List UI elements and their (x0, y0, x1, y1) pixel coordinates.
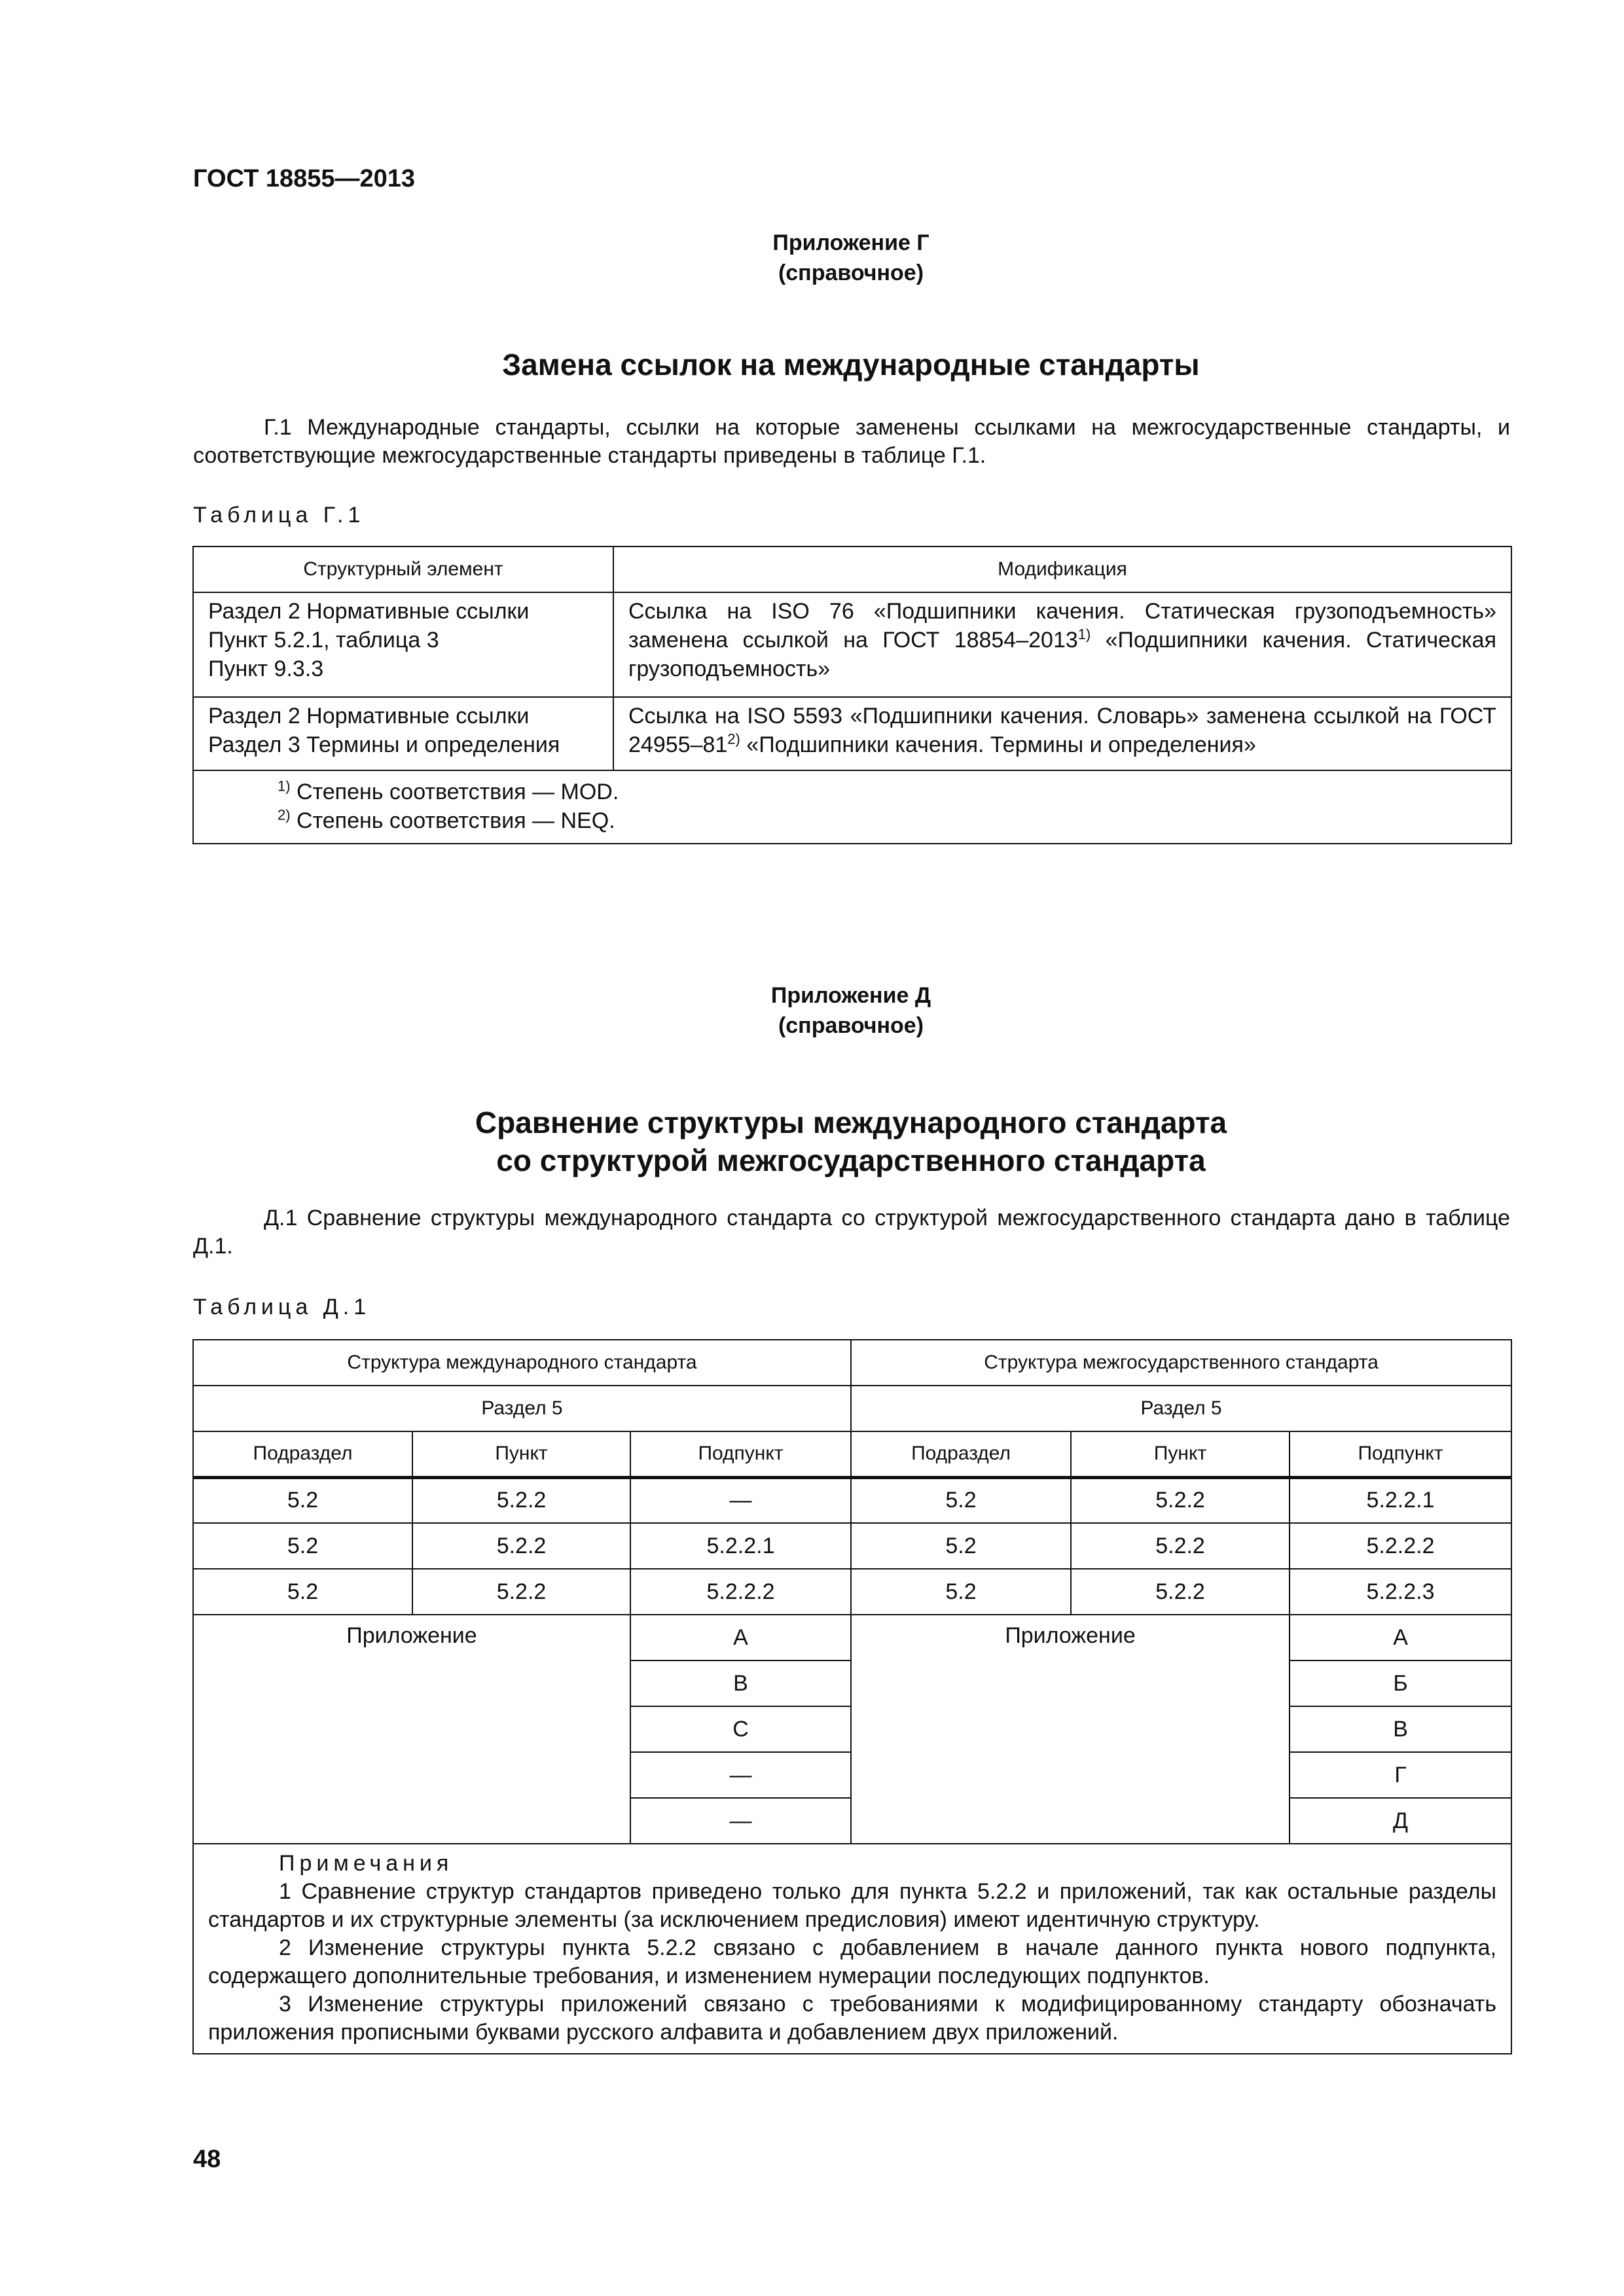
table-cell: — (630, 1798, 851, 1844)
table-d1 (192, 1339, 1512, 2054)
table-d1-notes (193, 1844, 1511, 2054)
table-cell: — (630, 1752, 851, 1798)
table-cell: 5.2 (851, 1569, 1071, 1615)
table-cell: — (630, 1477, 851, 1523)
table-row (193, 1477, 1511, 1523)
structural-element-cell: Раздел 2 Нормативные ссылки Раздел 3 Термины и определения (193, 697, 613, 770)
table-row (193, 592, 1511, 697)
header-section-right: Раздел 5 (851, 1386, 1511, 1431)
table-cell: 5.2 (851, 1523, 1071, 1569)
footnote-2: $^{2)}$ Степень соответствия — NEQ. (278, 806, 615, 833)
table-d1-label: Таблица Д.1 (193, 1295, 371, 1319)
note-1: 1 Сравнение структур стандартов приведено только для пункта 5.2.2 и приложений, так как остальные разделы стандартов и их структурные элементы (за исключением предисловия) имеют идентичную структуру. (208, 1879, 1497, 1932)
table-g1-label: Таблица Г.1 (193, 503, 365, 528)
table-cell: 5.2.2 (1071, 1477, 1290, 1523)
table-row (193, 1569, 1511, 1615)
header-item: Пункт (1071, 1431, 1290, 1477)
table-cell: 5.2.2.3 (1290, 1569, 1511, 1615)
appendix-d-title: Приложение Д (770, 983, 931, 1008)
table-cell: Д (1290, 1798, 1511, 1844)
table-cell: 5.2 (193, 1569, 412, 1615)
notes-title: Примечания (279, 1851, 454, 1876)
appendix-g-title: Приложение Г (772, 230, 929, 255)
table-row (193, 1615, 1511, 1660)
note-2: 2 Изменение структуры пункта 5.2.2 связано с добавлением в начале данного пункта нового подпункта, содержащего дополнительные требования, и изменением нумерации последующих подпунктов. (208, 1935, 1497, 1988)
modification-cell: Ссылка на ISO 76 «Подшипники качения. Статическая грузоподъемность» заменена ссылкой на ГОСТ 18854–2013$^{1)}$ «Подшипники качения. Статическая грузоподъемность» (613, 592, 1511, 697)
table-cell: А (1290, 1615, 1511, 1660)
appendix-g-paragraph: Г.1 Международные стандарты, ссылки на которые заменены ссылками на межгосударственные стандарты, и соответствующие межгосударственные стандарты приведены в таблице Г.1. (193, 415, 1510, 468)
appendix-label-left: Приложение (193, 1615, 630, 1844)
appendix-g-kind: (справочное) (778, 260, 924, 285)
modification-cell: Ссылка на ISO 5593 «Подшипники качения. Словарь» заменена ссылкой на ГОСТ 24955–81$^{2)}$ «Подшипники качения. Термины и определения» (613, 697, 1511, 770)
document-code: ГОСТ 18855—2013 (193, 165, 416, 192)
table-cell: 5.2.2 (1071, 1523, 1290, 1569)
note-3: 3 Изменение структуры приложений связано с требованиями к модифицированному стандарту обозначать приложения прописными буквами русского алфавита и добавлением двух приложений. (208, 1992, 1497, 2045)
footnote-1: $^{1)}$ Степень соответствия — MOD. (278, 778, 619, 804)
table-g1 (192, 546, 1512, 844)
table-row (193, 1523, 1511, 1569)
table-cell: A (630, 1615, 851, 1660)
table-row (193, 697, 1511, 770)
structural-element-cell: Раздел 2 Нормативные ссылки Пункт 5.2.1, таблица 3 Пункт 9.3.3 (193, 592, 613, 697)
appendix-d-kind: (справочное) (778, 1013, 924, 1038)
table-cell: Б (1290, 1660, 1511, 1706)
header-subsection: Подраздел (851, 1431, 1071, 1477)
table-cell: 5.2.2 (412, 1523, 630, 1569)
table-cell: 5.2.2.1 (630, 1523, 851, 1569)
header-subitem: Подпункт (1290, 1431, 1511, 1477)
table-cell: B (630, 1660, 851, 1706)
table-cell: В (1290, 1706, 1511, 1752)
appendix-d-heading-line2: со структурой межгосударственного стандарта (496, 1143, 1206, 1177)
table-cell: 5.2.2.2 (1290, 1523, 1511, 1569)
table-cell: 5.2 (193, 1477, 412, 1523)
table-cell: C (630, 1706, 851, 1752)
table-cell: 5.2.2 (1071, 1569, 1290, 1615)
table-cell: 5.2.2 (412, 1477, 630, 1523)
table-g1-header-element: Структурный элемент (193, 547, 613, 592)
header-subsection: Подраздел (193, 1431, 412, 1477)
appendix-d-paragraph: Д.1 Сравнение структуры международного стандарта со структурой межгосударственного стандарта дано в таблице Д.1. (193, 1206, 1510, 1259)
header-international-structure: Структура международного стандарта (193, 1340, 851, 1386)
appendix-label-right: Приложение (851, 1615, 1290, 1844)
header-subitem: Подпункт (630, 1431, 851, 1477)
table-cell: 5.2.2.2 (630, 1569, 851, 1615)
table-g1-footnotes (193, 770, 1511, 844)
table-cell: 5.2.2.1 (1290, 1477, 1511, 1523)
table-cell: 5.2 (193, 1523, 412, 1569)
header-section-left: Раздел 5 (193, 1386, 851, 1431)
header-item: Пункт (412, 1431, 630, 1477)
header-interstate-structure: Структура межгосударственного стандарта (851, 1340, 1511, 1386)
table-g1-header-modification: Модификация (613, 547, 1511, 592)
table-cell: 5.2 (851, 1477, 1071, 1523)
table-cell: 5.2.2 (412, 1569, 630, 1615)
page-number: 48 (193, 2145, 221, 2173)
appendix-g-heading: Замена ссылок на международные стандарты (502, 348, 1200, 382)
table-cell: Г (1290, 1752, 1511, 1798)
appendix-d-heading-line1: Сравнение структуры международного стандарта (475, 1105, 1227, 1139)
